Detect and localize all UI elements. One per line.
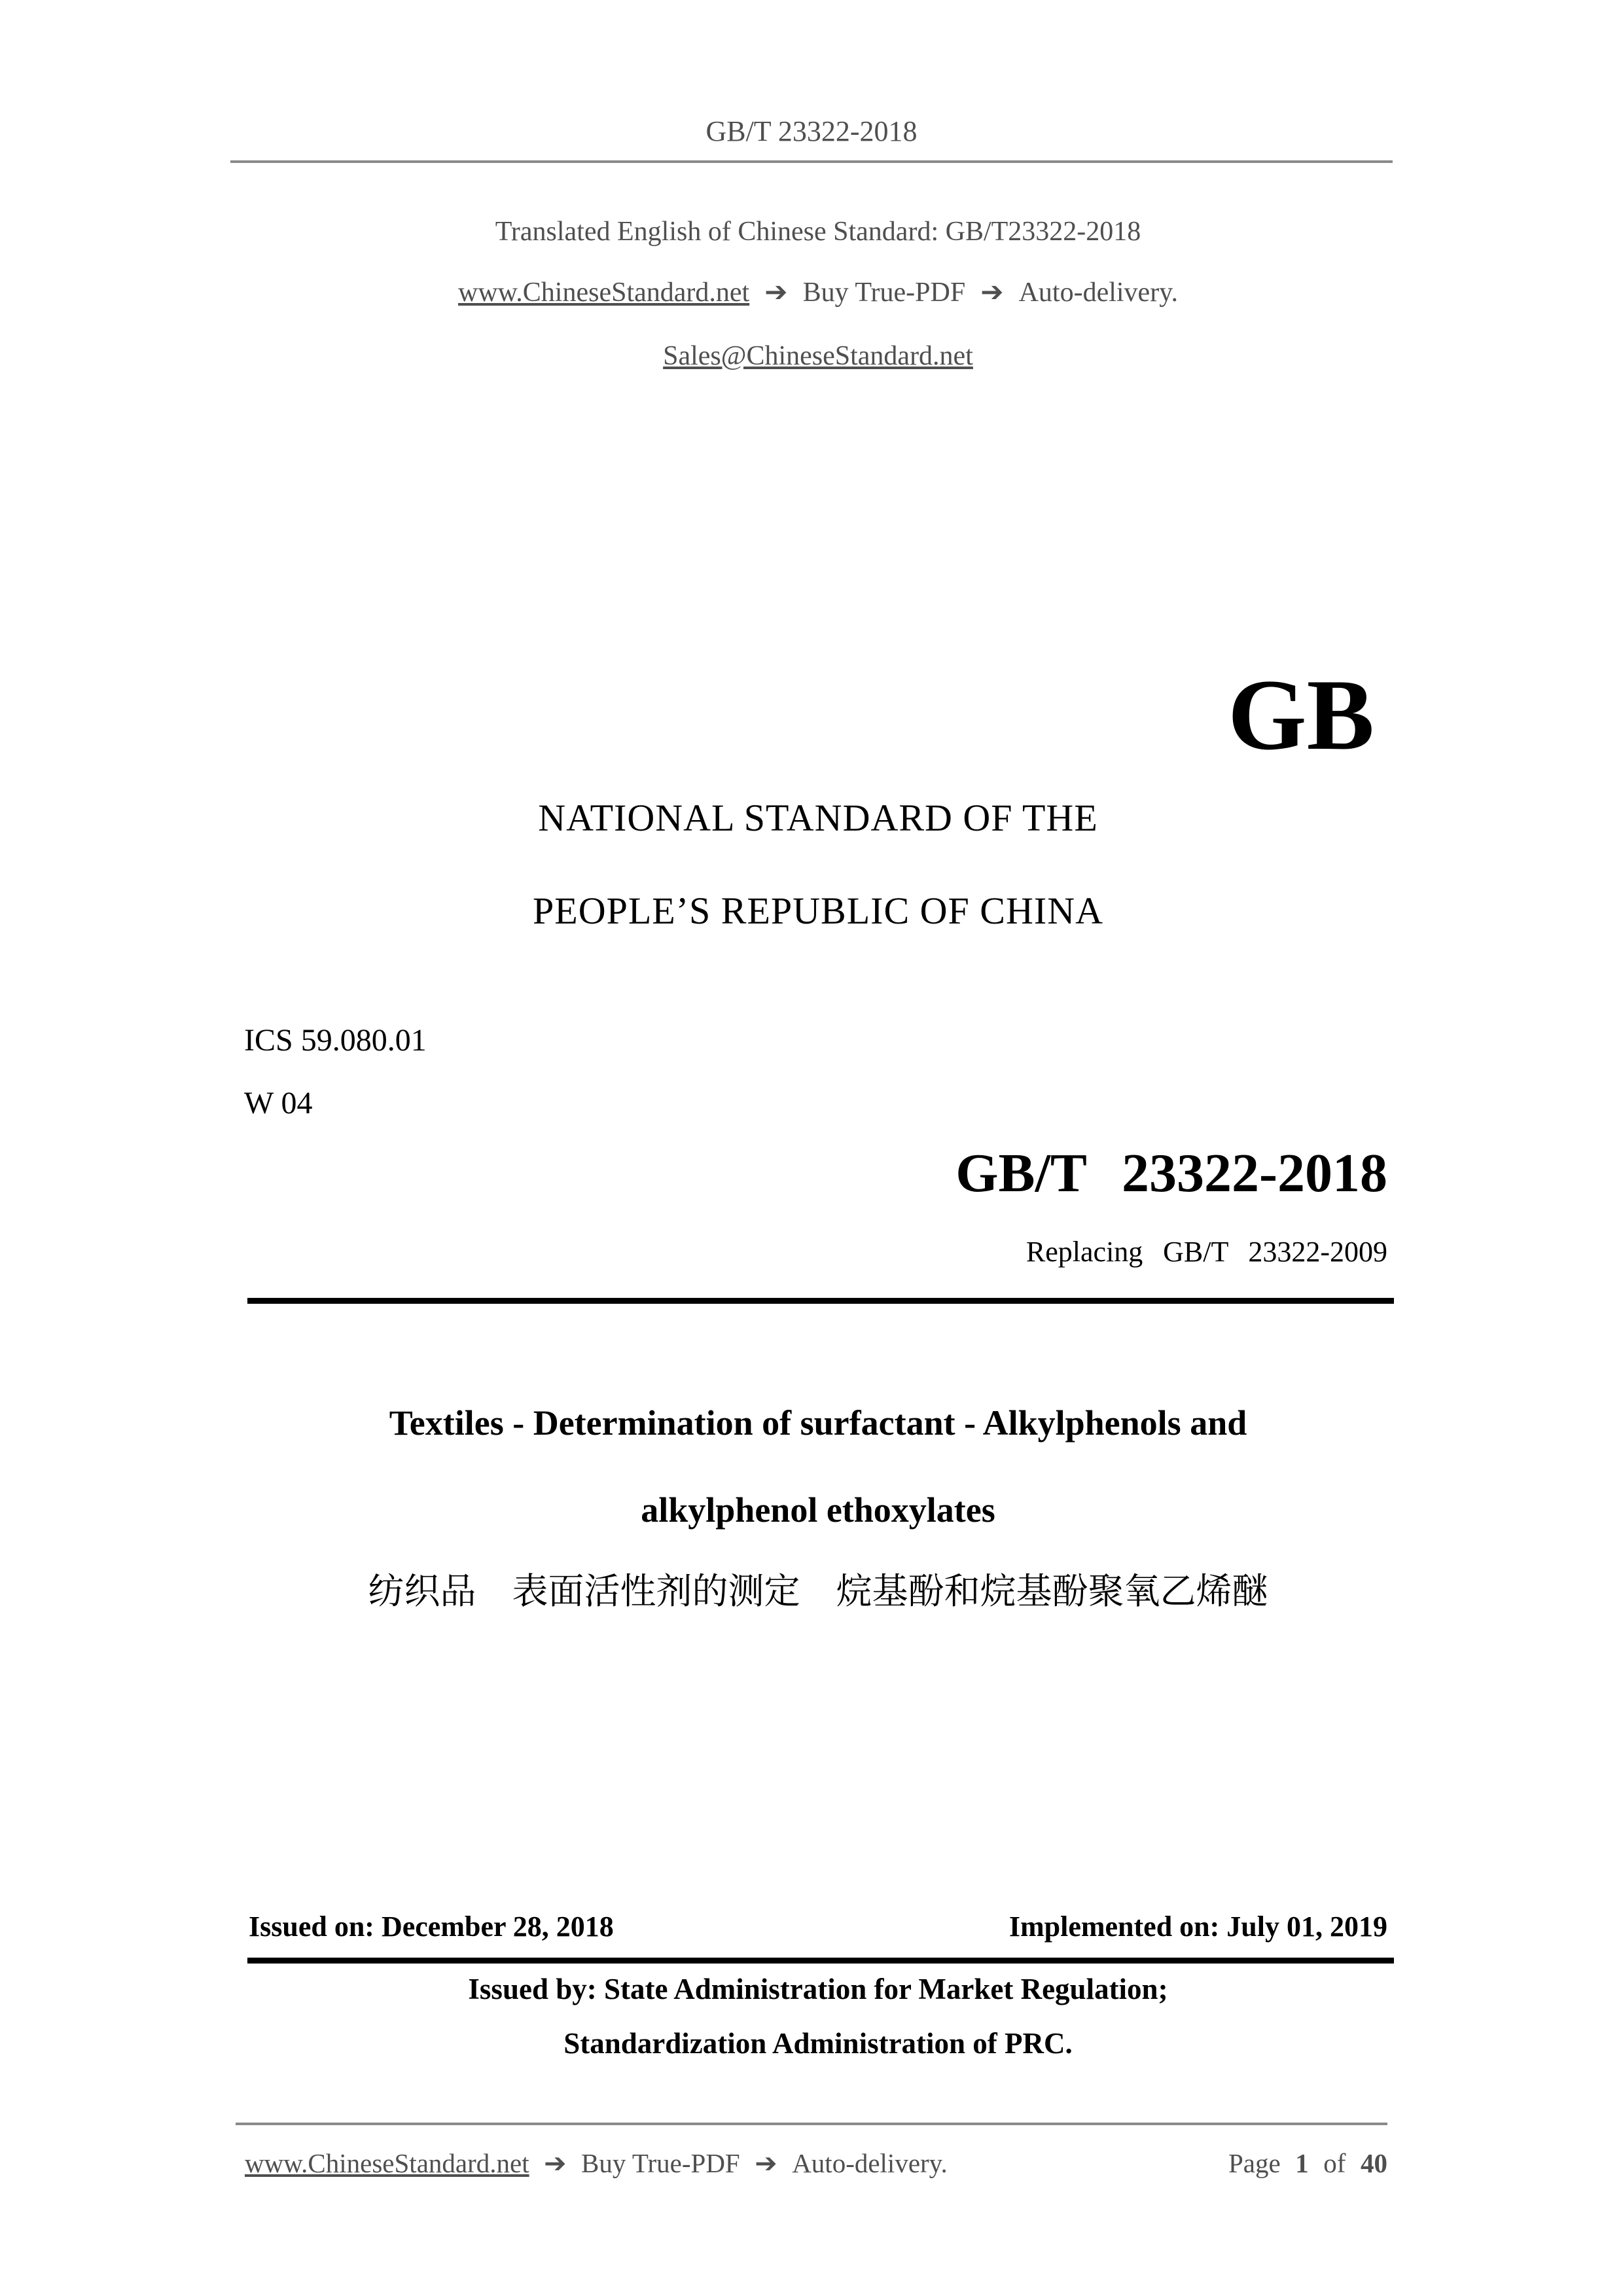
issued-by-line1: Issued by: State Administration for Market Regulation;	[468, 1973, 1168, 2005]
translated-line: Translated English of Chinese Standard: GB/T23322-2018	[495, 217, 1141, 247]
page-total: 40	[1361, 2148, 1387, 2178]
page-footer	[245, 2147, 1387, 2179]
buy-line	[249, 276, 1387, 309]
authority-line-1: NATIONAL STANDARD OF THE	[538, 797, 1098, 839]
arrow-right-icon: ➔	[980, 276, 1004, 308]
implemented-on-label: Implemented on: July 01, 2019	[1008, 1910, 1387, 1943]
title-zh: 纺织品 表面活性剂的测定 烷基酚和烷基酚聚氧乙烯醚	[368, 1571, 1268, 1611]
title-rule	[247, 1298, 1394, 1304]
dates-rule	[247, 1958, 1394, 1964]
replacing-note: Replacing GB/T 23322-2009	[1026, 1236, 1387, 1268]
buy-true-pdf-label: Buy True-PDF	[802, 278, 966, 308]
issued-on-label: Issued on: December 28, 2018	[249, 1910, 614, 1943]
footer-buy-line	[245, 2147, 948, 2179]
classification-code: W 04	[244, 1086, 313, 1121]
arrow-right-icon: ➔	[544, 2147, 567, 2179]
footer-site-link[interactable]: www.ChineseStandard.net	[245, 2148, 529, 2178]
sales-line	[249, 340, 1387, 372]
page-of-label: of	[1323, 2148, 1346, 2178]
footer-auto-delivery-label: Auto-delivery.	[792, 2148, 948, 2178]
header-rule	[230, 160, 1393, 163]
page-current: 1	[1295, 2148, 1309, 2178]
page-label: Page	[1228, 2148, 1281, 2178]
auto-delivery-label: Auto-delivery.	[1018, 278, 1178, 308]
footer-buy-true-pdf-label: Buy True-PDF	[581, 2148, 740, 2178]
authority-line-2: PEOPLE’S REPUBLIC OF CHINA	[533, 889, 1103, 932]
gb-logo: GB	[1228, 658, 1374, 771]
issued-by-line2: Standardization Administration of PRC.	[563, 2027, 1073, 2060]
dates-row	[249, 1910, 1387, 1945]
ics-code: ICS 59.080.01	[244, 1023, 427, 1058]
standard-code: GB/T 23322-2018	[955, 1143, 1387, 1204]
page-header-code: GB/T 23322-2018	[705, 115, 918, 147]
title-en-line2: alkylphenol ethoxylates	[641, 1490, 995, 1530]
page-indicator	[1228, 2147, 1387, 2179]
title-en-line1: Textiles - Determination of surfactant - Alkylphenols and	[389, 1403, 1247, 1443]
sales-email-link[interactable]: Sales@ChineseStandard.net	[663, 341, 973, 371]
site-link[interactable]: www.ChineseStandard.net	[458, 278, 750, 308]
footer-rule	[236, 2123, 1387, 2125]
arrow-right-icon: ➔	[764, 276, 788, 308]
arrow-right-icon: ➔	[755, 2147, 777, 2179]
